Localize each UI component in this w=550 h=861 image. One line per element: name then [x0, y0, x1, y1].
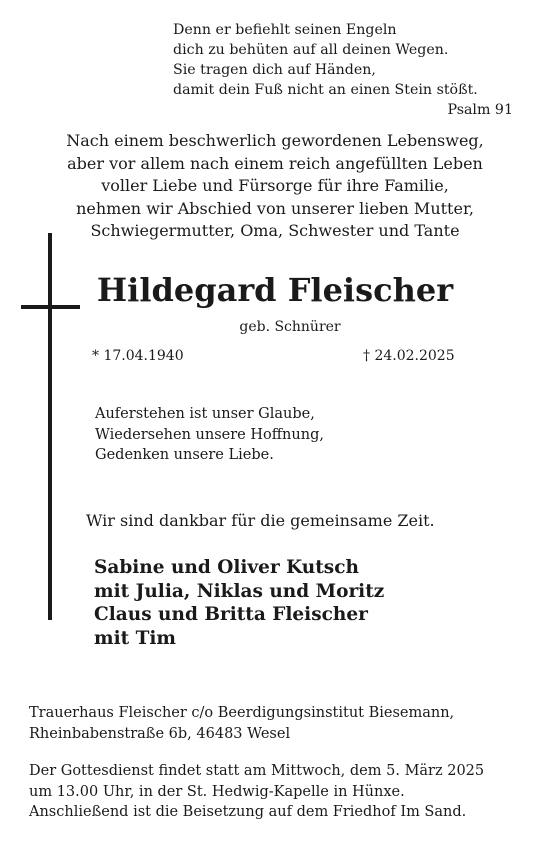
family-line: Claus und Britta Fleischer: [94, 604, 368, 625]
maiden-name: geb. Schnürer: [239, 319, 341, 335]
intro-line: Nach einem beschwerlich gewordenen Lebensweg,: [66, 131, 484, 150]
family-names: [94, 556, 384, 650]
psalm-line: Denn er befiehlt seinen Engeln: [173, 22, 397, 38]
verse-line: Auferstehen ist unser Glaube,: [95, 406, 315, 422]
intro-line: voller Liebe und Fürsorge für ihre Familie,: [101, 176, 449, 195]
family-line: Sabine und Oliver Kutsch: [94, 557, 359, 578]
service-line: Anschließend ist die Beisetzung auf dem Friedhof Im Sand.: [29, 804, 467, 820]
psalm-reference: Psalm 91: [447, 102, 513, 118]
psalm-line: dich zu behüten auf all deinen Wegen.: [173, 42, 449, 58]
thanks-line: Wir sind dankbar für die gemeinsame Zeit.: [86, 511, 435, 530]
verse-line: Wiedersehen unsere Hoffnung,: [95, 426, 324, 443]
family-line: mit Julia, Niklas und Moritz: [94, 580, 385, 602]
service-info: [29, 761, 484, 823]
intro-line: nehmen wir Abschied von unserer lieben Mutter,: [76, 198, 474, 218]
funeral-home-address: [29, 703, 454, 744]
birth-date: * 17.04.1940: [92, 348, 184, 364]
service-line: um 13.00 Uhr, in der St. Hedwig-Kapelle in Hünxe.: [29, 783, 405, 800]
psalm-line: damit dein Fuß nicht an einen Stein stößt.: [173, 82, 478, 98]
address-line: Rheinbabenstraße 6b, 46483 Wesel: [29, 725, 291, 742]
service-line: Der Gottesdienst findet statt am Mittwoch, dem 5. März 2025: [29, 763, 485, 779]
intro-line: Schwiegermutter, Oma, Schwester und Tante: [90, 221, 460, 240]
memorial-verse: [95, 404, 324, 466]
verse-line: Gedenken unsere Liebe.: [95, 447, 274, 463]
psalm-line: Sie tragen dich auf Händen,: [173, 62, 376, 78]
family-line: mit Tim: [94, 627, 176, 649]
death-date: † 24.02.2025: [363, 348, 455, 364]
psalm-quote: [173, 20, 513, 120]
deceased-name: Hildegard Fleischer: [96, 271, 454, 309]
intro-text: [0, 130, 550, 243]
address-line: Trauerhaus Fleischer c/o Beerdigungsinstitut Biesemann,: [29, 705, 455, 721]
intro-line: aber vor allem nach einem reich angefüllten Leben: [67, 153, 483, 173]
